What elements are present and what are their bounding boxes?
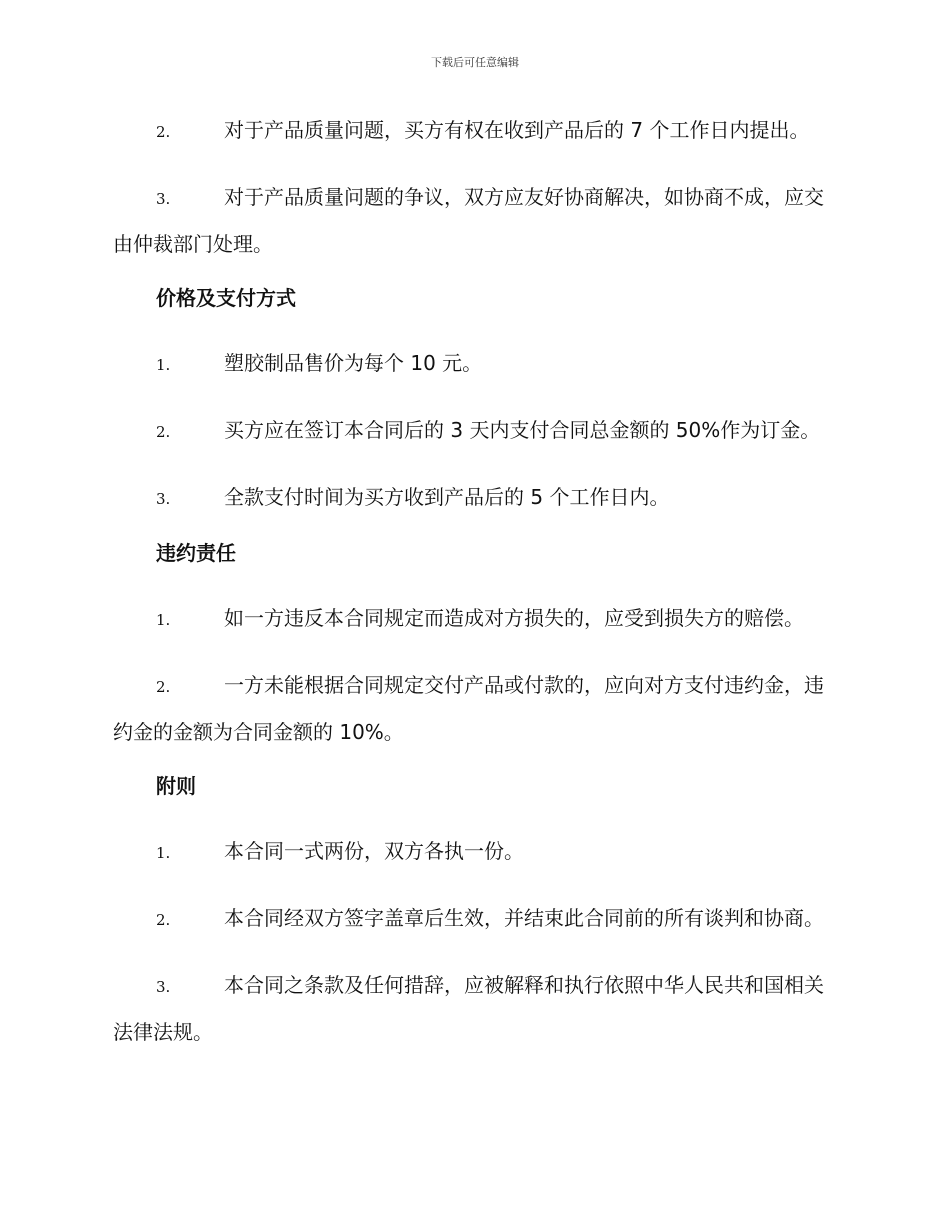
clause-text: 本合同一式两份，双方各执一份。: [224, 839, 524, 863]
clause-number: 3.: [156, 978, 171, 996]
clause-text: 一方未能根据合同规定交付产品或付款的，应向对方支付违约金，违约金的金额为合同金额的 10%。: [113, 673, 824, 744]
clause-number: 2.: [156, 911, 171, 929]
clause-liability-2: [113, 663, 838, 755]
clause-quality-2: [113, 108, 838, 155]
clause-text: 本合同之条款及任何措辞，应被解释和执行依照中华人民共和国相关法律法规。: [113, 973, 824, 1044]
clause-text: 塑胶制品售价为每个 10 元。: [224, 351, 483, 375]
clause-liability-1: [113, 596, 838, 643]
clause-text: 本合同经双方签字盖章后生效，并结束此合同前的所有谈判和协商。: [224, 906, 824, 930]
clause-quality-3: [113, 175, 838, 267]
clause-number: 1.: [156, 356, 171, 374]
section-heading-supplementary: 附则: [156, 774, 196, 798]
clause-price-1: [113, 341, 838, 388]
clause-price-2: [113, 408, 838, 455]
document-body: [113, 108, 838, 1064]
clause-number: 2.: [156, 423, 171, 441]
section-heading-price-payment: 价格及支付方式: [156, 286, 296, 310]
section-heading-liability: 违约责任: [156, 541, 236, 565]
clause-price-3: [113, 475, 838, 522]
clause-supplementary-3: [113, 963, 838, 1055]
clause-text: 全款支付时间为买方收到产品后的 5 个工作日内。: [224, 485, 670, 509]
clause-number: 3.: [156, 490, 171, 508]
clause-number: 1.: [156, 611, 171, 629]
clause-number: 2.: [156, 678, 171, 696]
clause-text: 对于产品质量问题的争议，双方应友好协商解决，如协商不成，应交由仲裁部门处理。: [113, 185, 824, 256]
clause-number: 2.: [156, 123, 171, 141]
clause-text: 如一方违反本合同规定而造成对方损失的，应受到损失方的赔偿。: [224, 606, 804, 630]
clause-number: 1.: [156, 844, 171, 862]
clause-supplementary-1: [113, 829, 838, 876]
clause-supplementary-2: [113, 896, 838, 943]
clause-number: 3.: [156, 190, 171, 208]
clause-text: 对于产品质量问题，买方有权在收到产品后的 7 个工作日内提出。: [224, 118, 810, 142]
page-header: 下载后可任意编辑: [431, 56, 519, 69]
clause-text: 买方应在签订本合同后的 3 天内支付合同总金额的 50%作为订金。: [224, 418, 821, 442]
